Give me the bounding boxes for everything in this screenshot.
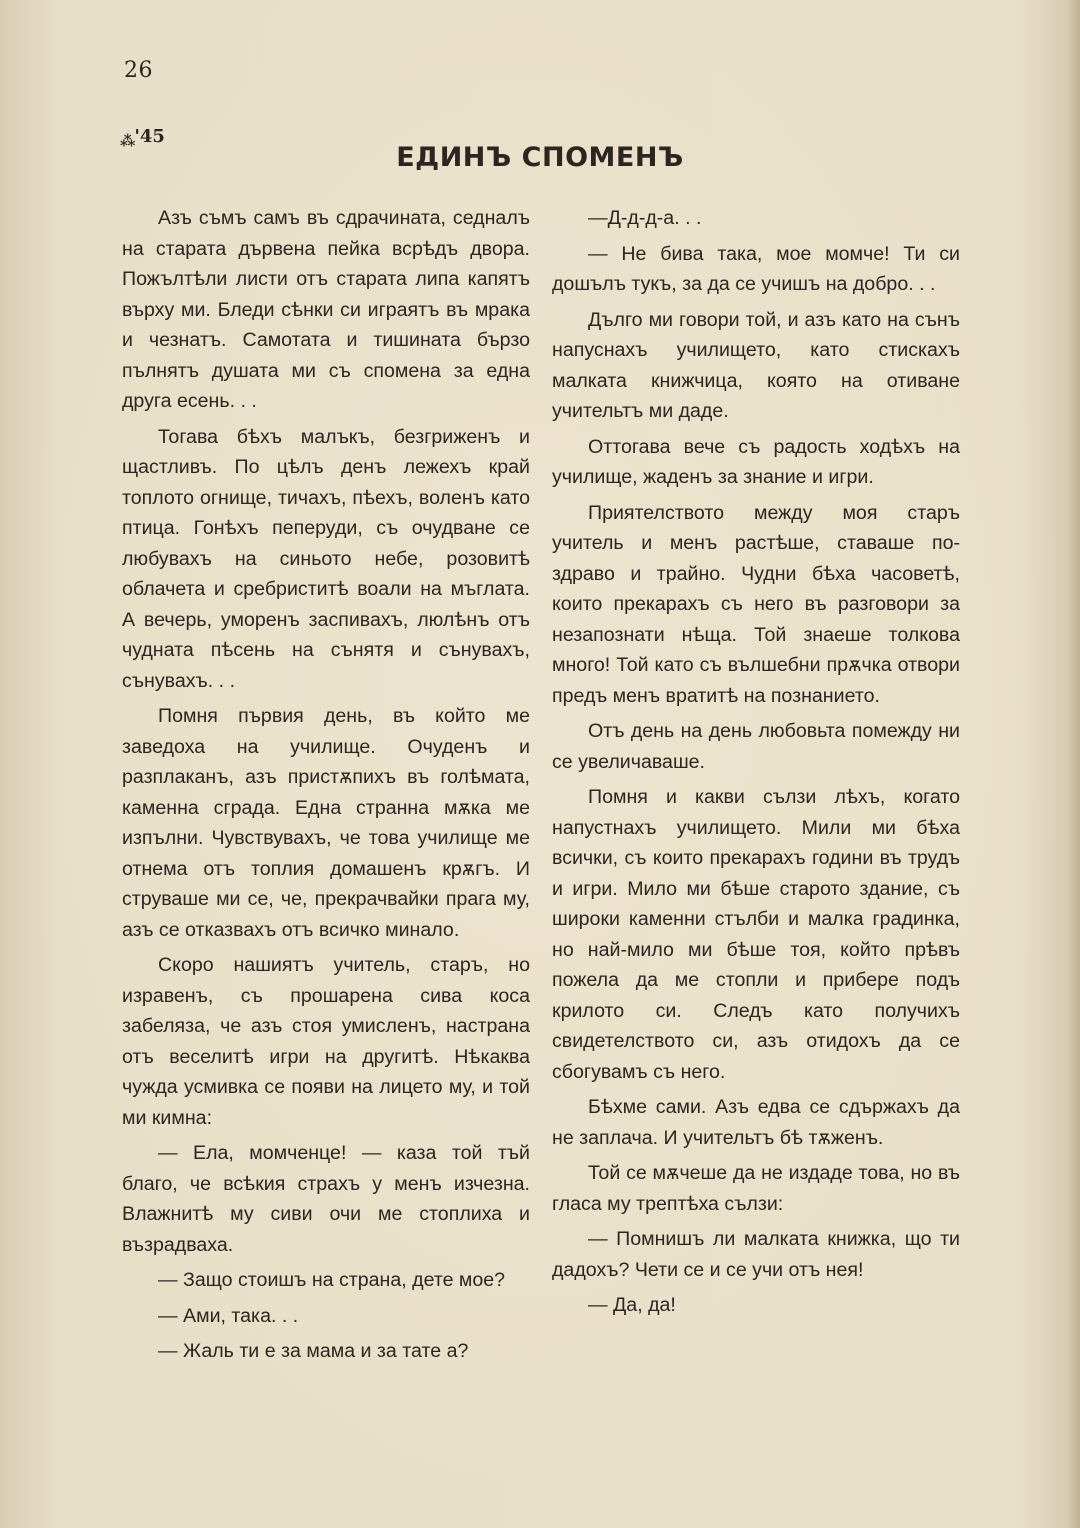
page-number: 26: [124, 58, 153, 83]
paragraph: Бѣхме сами. Азъ едва се сдържахъ да не заплача. И учительтъ бѣ тѫженъ.: [552, 1096, 960, 1149]
paragraph: — Да, да!: [588, 1294, 676, 1316]
left-text-column: [122, 203, 530, 1372]
paragraph: Той се мѫчеше да не издаде това, но въ гласа му трептѣха сълзи:: [552, 1162, 960, 1215]
paragraph: — Не бива така, мое момче! Ти си дошълъ тукъ, за да се учишъ на добро. . .: [552, 242, 960, 295]
paragraph: —Д-д-д-а. . .: [588, 207, 702, 229]
paragraph: Приятелството между моя старъ учитель и менъ растѣше, ставаше по-здраво и трайно. Чудни бѣха часоветѣ, които прекарахъ съ него въ разговори за незапознати нѣща. Той знаеше толкова много! Той като съ вълшебни прѫчка отвори предъ менъ вратитѣ на познанието.: [552, 501, 960, 707]
paragraph: Азъ съмъ самъ въ сдрачината, седналъ на старата дървена пейка всрѣдъ двора. Пожълтѣли листи отъ старата липа капятъ върху ми. Бледи сѣнки си играятъ въ мрака и чезнатъ. Самотата и тишината бързо пълнятъ душата ми съ спомена за една друга есень. . .: [122, 207, 530, 412]
paragraph: Отъ день на день любовьта помежду ни се увеличаваше.: [552, 720, 960, 773]
paragraph: Помня и какви сълзи лѣхъ, когато напустнахъ училището. Мили ми бѣха всички, съ които прекарахъ години въ трудъ и игри. Мило ми бѣше старото здание, съ широки каменни стълби и малка градинка, но най-мило ми бѣше тоя, който прѣвъ пожела да ме стопли и прибере подъ крилото си. Следъ като получихъ свидетелството си, азъ отидохъ да се сбогувамъ съ него.: [552, 786, 960, 1083]
section-year: '45: [134, 126, 165, 147]
paragraph: — Ела, момченце! — каза той тъй благо, че всѣкия страхъ у менъ изчезна. Влажнитѣ му сиви очи ме стоплиха и възрадваха.: [122, 1142, 530, 1256]
paragraph: — Помнишъ ли малката книжка, що ти дадохъ? Чети се и се учи отъ нея!: [552, 1228, 960, 1281]
paragraph: — Жаль ти е за мама и за тате а?: [158, 1340, 469, 1362]
paragraph: Оттогава вече съ радость ходѣхъ на училище, жаденъ за знание и игри.: [552, 435, 960, 488]
paragraph: Дълго ми говори той, и азъ като на сънъ напуснахъ училището, като стискахъ малката книжчица, която на отиване учительтъ ми даде.: [552, 308, 960, 422]
paragraph: Скоро нашиятъ учитель, старъ, но изравенъ, съ прошарена сива коса забеляза, че азъ стоя умисленъ, настрана отъ веселитѣ игри на другитѣ. Нѣкаква чужда усмивка се появи на лицето му, и той ми кимна:: [122, 954, 530, 1129]
paragraph: — Ами, така. . .: [158, 1304, 299, 1327]
paragraph: Помня първия день, въ който ме заведоха на училище. Очуденъ и разплаканъ, азъ пристѫпихъ въ голѣмата, каменна сграда. Една странна мѫка ме изпълни. Чувствувахъ, че това училище ме отнема отъ топлия домашенъ крѫгъ. И струваше ми се, че, прекрачвайки прага му, азъ се отказвахъ отъ всичко минало.: [122, 705, 530, 941]
page-edge-shadow: [1066, 0, 1080, 1528]
asterism-icon: ⁂: [120, 132, 135, 150]
right-text-column: [552, 203, 960, 1326]
article-title: ЕДИНЪ СПОМЕНЪ: [396, 142, 684, 173]
paragraph: — Защо стоишъ на страна, дете мое?: [158, 1269, 506, 1291]
paragraph: Тогава бѣхъ малъкъ, безгриженъ и щастливъ. По цѣлъ денъ лежехъ край топлото огнище, тичахъ, пѣехъ, воленъ като птица. Гонѣхъ пеперуди, съ очудване се любувахъ на синьото небе, розовитѣ облачета и сребриститѣ воали на мъглата. А вечерь, уморенъ заспивахъ, люлѣнъ отъ чудната пѣсень на сънятя и сънувахъ, сънувахъ. . .: [122, 425, 530, 692]
